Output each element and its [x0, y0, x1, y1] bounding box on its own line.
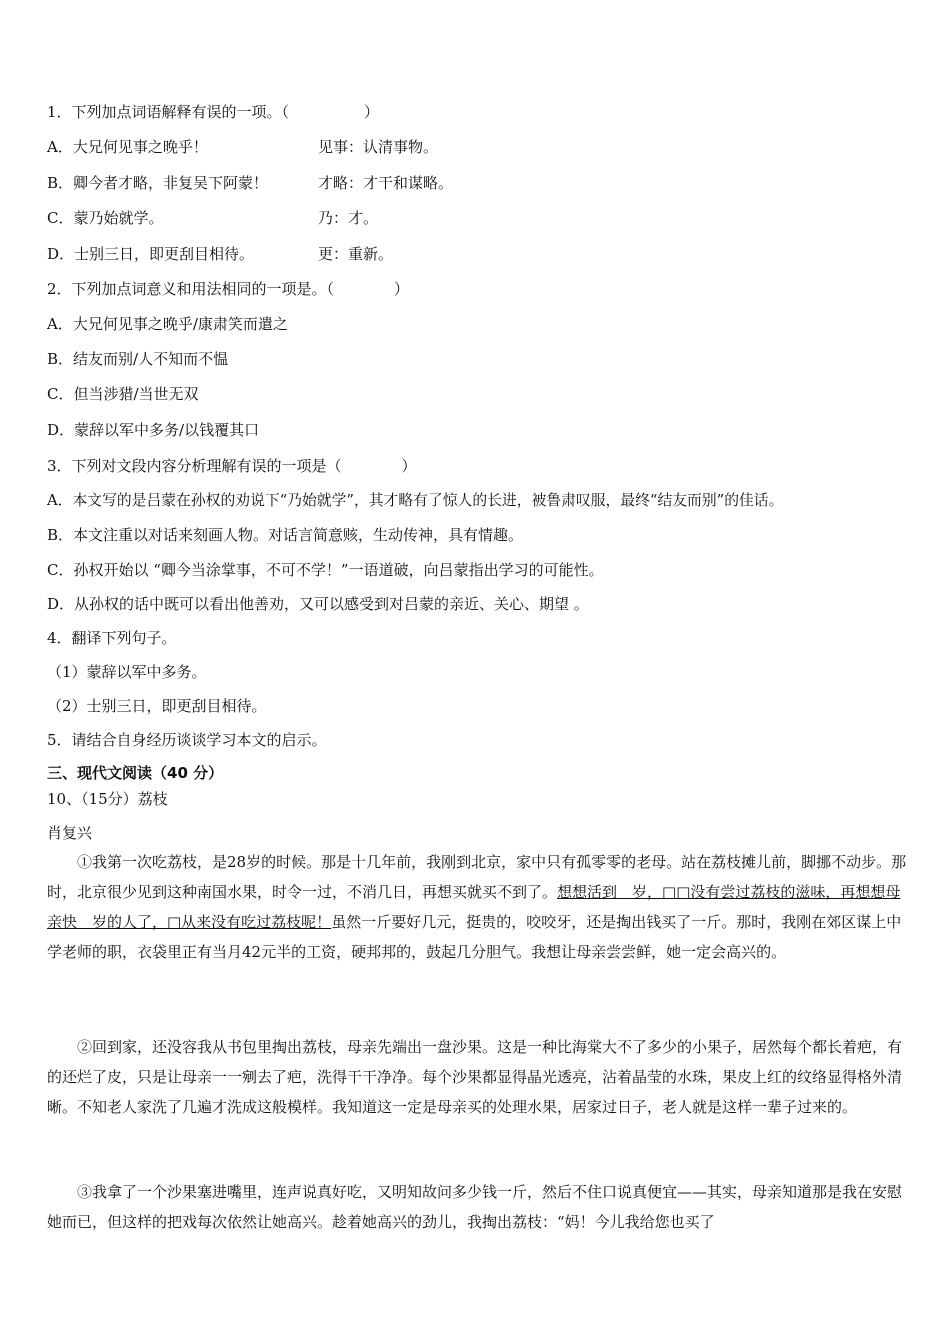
paragraph-3: ③我拿了一个沙果塞进嘴里，连声说真好吃，又明知故问多少钱一斤，然后不住口说真便宜——其实，母亲知道那是我在安慰她而已，但这样的把戏每次依然让她高兴。趁着她高兴的劲儿，我掏出荔枝：“妈！今儿我给您也买了: [47, 1183, 903, 1231]
q3-stem: 3．下列对文段内容分析理解有误的一项是（ ）: [47, 457, 417, 475]
paragraph-2: ②回到家，还没容我从书包里掏出荔枝，母亲先端出一盘沙果。这是一种比海棠大不了多少的小果子，居然每个都长着疤，有的还烂了皮，只是让母亲一一剜去了疤，洗得干干净净。每个沙果都显得晶光透亮，沾着晶莹的水珠，果皮上红的纹络显得格外清晰。不知老人家洗了几遍才洗成这般模样。我知道这一定是母亲买的处理水果，居家过日子，老人就是这样一辈子过来的。: [47, 1038, 903, 1116]
q10-heading: 10、（15分）荔枝: [47, 790, 168, 808]
underlined-sentence: 想想活到 岁，□□没有尝过荔枝的滋味，再想想母亲快 岁的人了，□从来没有吃过荔枝呢！: [47, 883, 901, 931]
q2-option-b: B．结友而别/人不知而不愠: [47, 350, 229, 368]
q3-option-b: B．本文注重以对话来刻画人物。对话言简意赅，生动传神，具有情趣。: [47, 526, 524, 544]
q5-stem: 5．请结合自身经历谈谈学习本文的启示。: [47, 731, 327, 749]
q2-stem: 2．下列加点词意义和用法相同的一项是。（ ）: [47, 280, 410, 298]
q4-item-1: （1）蒙辞以军中多务。: [47, 663, 207, 681]
q2-option-d: D．蒙辞以军中多务/以钱覆其口: [47, 421, 260, 439]
author: 肖复兴: [47, 824, 93, 842]
paragraph-1: ①我第一次吃荔枝，是28岁的时候。那是十几年前，我刚到北京，家中只有孤零零的老母。站在荔枝摊儿前，脚挪不动步。那时，北京很少见到这种南国水果，时令一过，不消几日，再想买就买不到了。想想活到 岁，□□没有尝过荔枝的滋味，再想想母亲快 岁的人了，□从来没有吃过荔枝呢！虽然一斤要好几元，挺贵的，咬咬牙，还是掏出钱买了一斤。那时，我刚在郊区谋上中学老师的职，衣袋里正有当月42元半的工资，硬邦邦的，鼓起几分胆气。我想让母亲尝尝鲜，她一定会高兴的。: [47, 853, 907, 961]
q3-option-c: C．孙权开始以 “卿今当涂掌事，不可不学！”一语道破，向吕蒙指出学习的可能性。: [47, 561, 604, 579]
q3-option-d: D．从孙权的话中既可以看出他善劝，又可以感受到对吕蒙的亲近、关心、期望 。: [47, 595, 589, 613]
q4-item-2: （2）士别三日，即更刮目相待。: [47, 697, 267, 715]
section-title: 三、现代文阅读（40 分）: [47, 764, 224, 782]
q4-stem: 4．翻译下列句子。: [47, 629, 177, 647]
q3-option-a: A．本文写的是吕蒙在孙权的劝说下“乃始就学”，其才略有了惊人的长进，被鲁肃叹服，最终“结友而别”的佳话。: [47, 492, 784, 509]
document-page: 1．下列加点词语解释有误的一项。（ ） A．大兄何见事之晚乎！ 见事：认清事物。 B．卿今者才略，非复吴下阿蒙！ 才略：才干和谋略。 C．蒙乃始就学。 乃：才。 D．士别三日，即更刮目相待。 更：重新。 2．下列加点词意义和用法相同的一项是。（ ） A．大兄何见事之晚乎/康肃笑而遣之 B．结友而别/人不知而不愠 C．但当涉猎/当世无双 D．蒙辞以军中多务/以钱覆其口 3．下列对文段内容分析理解有误的一项是（ ） A．本文写的是吕蒙在孙权的劝说下“乃始就学”，其才略有了惊人的长进，被鲁肃叹服，最终“结友而别”的佳话。 B．本文注重以对话来刻画人物。对话言简意赅，生动传神，具有情趣。 C．孙权开始以 “卿今当涂掌事，不可不学！”一语道破，向吕蒙指出学习的可能性。 D．从孙权的话中既可以看出他善劝，又可以感受到对吕蒙的亲近、关心、期望 。 4．翻译下列句子。 （1）蒙辞以军中多务。 （2）士别三日，即更刮目相待。 5．请结合自身经历谈谈学习本文的启示。 三、现代文阅读（40 分） 10、（15分）荔枝 肖复兴 ①我第一次吃荔枝，是28岁的时候。那是十几年前，我刚到北京，家中只有孤零零的老母。站在荔枝摊儿前，脚挪不动步。那时，北京很少见到这种南国水果，时令一过，不消几日，再想买就买不到了。想想活到 岁，□□没有尝过荔枝的滋味，再想想母亲快 岁的人了，□从来没有吃过荔枝呢！虽然一斤要好几元，挺贵的，咬咬牙，还是掏出钱买了一斤。那时，我刚在郊区谋上中学老师的职，衣袋里正有当月42元半的工资，硬邦邦的，鼓起几分胆气。我想让母亲尝尝鲜，她一定会高兴的。 ②回到家，还没容我从书包里掏出荔枝，母亲先端出一盘沙果。这是一种比海棠大不了多少的小果子，居然每个都长着疤，有的还烂了皮，只是让母亲一一剜去了疤，洗得干干净净。每个沙果都显得晶光透亮，沾着晶莹的水珠，果皮上红的纹络显得格外清晰。不知老人家洗了几遍才洗成这般模样。我知道这一定是母亲买的处理水果，居家过日子，老人就是这样一辈子过来的。 ③我拿了一个沙果塞进嘴里，连声说真好吃，又明知故问多少钱一斤，然后不住口说真便宜——其实，母亲知道那是我在安慰她而已，但这样的把戏每次依然让她高兴。趁着她高兴的劲儿，我掏出荔枝：“妈！今儿我给您也买了: [0, 0, 950, 1344]
q2-option-a: A．大兄何见事之晚乎/康肃笑而遣之: [47, 315, 288, 333]
q2-option-c: C．但当涉猎/当世无双: [47, 385, 199, 403]
q1-stem: 1．下列加点词语解释有误的一项。（ ）: [47, 103, 380, 121]
